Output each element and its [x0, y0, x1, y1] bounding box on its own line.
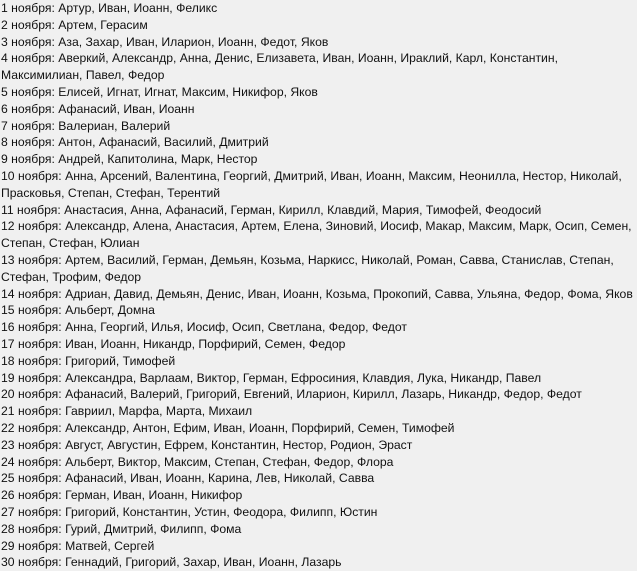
entry-date: 16 ноября: [1, 320, 59, 335]
entry-date: 26 ноября: [1, 488, 59, 503]
entry-date: 20 ноября: [1, 387, 59, 402]
entry-date: 4 ноября: [1, 51, 52, 66]
entry-names: Артур, Иван, Иоанн, Феликс: [58, 1, 218, 15]
entry-names: Август, Августин, Ефрем, Константин, Нестор, Родион, Эраст: [65, 437, 413, 452]
entry-names: Афанасий, Иван, Иоанн, Карина, Лев, Николай, Савва: [65, 471, 375, 486]
name-day-entry: 13 ноября: Артем, Василий, Герман, Демьян, Козьма, Наркисс, Николай, Роман, Савва, Станислав, Степан, Стефан, Трофим, Федор: [1, 252, 614, 284]
entry-date: 24 ноября: [1, 454, 59, 469]
entry-names: Адриан, Давид, Демьян, Денис, Иван, Иоанн, Козьма, Прокопий, Савва, Ульяна, Федор, Фома, Яков: [65, 286, 633, 301]
name-day-entry: 1 ноября: Артур, Иван, Иоанн, Феликс: [1, 1, 218, 15]
name-day-entry: 18 ноября: Григорий, Тимофей: [1, 353, 176, 368]
entry-names: Анастасия, Анна, Афанасий, Герман, Кирилл, Клавдий, Мария, Тимофей, Феодосий: [64, 202, 542, 217]
name-day-entry: 29 ноября: Матвей, Сергей: [1, 538, 155, 553]
entry-date: 7 ноября: [1, 118, 52, 133]
name-day-entry: 4 ноября: Аверкий, Александр, Анна, Денис, Елизавета, Иван, Иоанн, Ираклий, Карл, Константин, Максимилиан, Павел, Федор: [1, 51, 558, 83]
entry-date: 21 ноября: [1, 404, 59, 419]
entry-date: 10 ноября: [1, 168, 59, 183]
entry-names: Григорий, Константин, Устин, Феодора, Филипп, Юстин: [65, 504, 378, 519]
entry-date: 9 ноября: [1, 152, 52, 167]
name-day-entry: 28 ноября: Гурий, Дмитрий, Филипп, Фома: [1, 521, 242, 536]
name-day-entry: 26 ноября: Герман, Иван, Иоанн, Никифор: [1, 488, 243, 503]
entry-date: 2 ноября: [1, 17, 52, 32]
name-day-entry: 20 ноября: Афанасий, Валерий, Григорий, Евгений, Иларион, Кирилл, Лазарь, Никандр, Федор, Федот: [1, 387, 582, 402]
entry-date: 8 ноября: [1, 135, 52, 150]
entry-date: 18 ноября: [1, 353, 59, 368]
entry-date: 5 ноября: [1, 84, 52, 99]
entry-names: Анна, Георгий, Илья, Иосиф, Осип, Светлана, Федор, Федот: [65, 320, 407, 335]
entry-date: 6 ноября: [1, 101, 52, 116]
name-day-entry: 8 ноября: Антон, Афанасий, Василий, Дмитрий: [1, 135, 269, 150]
entry-date: 1 ноября: [1, 1, 52, 15]
name-day-entry: 27 ноября: Григорий, Константин, Устин, Феодора, Филипп, Юстин: [1, 504, 378, 519]
entry-names: Елисей, Игнат, Игнат, Максим, Никифор, Яков: [58, 84, 318, 99]
entry-names: Аза, Захар, Иван, Иларион, Иоанн, Федот, Яков: [58, 34, 329, 49]
entry-date: 30 ноября: [1, 555, 59, 570]
entry-names: Гавриил, Марфа, Марта, Михаил: [65, 404, 253, 419]
entry-date: 15 ноября: [1, 303, 59, 318]
entry-names: Валериан, Валерий: [58, 118, 171, 133]
entry-names: Артем, Герасим: [58, 17, 148, 32]
entry-names: Альберт, Домна: [65, 303, 155, 318]
name-day-entry: 12 ноября: Александр, Алена, Анастасия, Артем, Елена, Зиновий, Иосиф, Макар, Максим, Марк, Осип, Семен, Степан, Стефан, Юлиан: [1, 219, 632, 251]
name-day-entry: 19 ноября: Александра, Варлаам, Виктор, Герман, Ефросиния, Клавдия, Лука, Никандр, Павел: [1, 370, 542, 385]
entry-date: 11 ноября: [1, 202, 58, 217]
name-day-entry: 25 ноября: Афанасий, Иван, Иоанн, Карина, Лев, Николай, Савва: [1, 471, 375, 486]
entry-date: 17 ноября: [1, 336, 59, 351]
entry-date: 3 ноября: [1, 34, 52, 49]
entry-names: Александра, Варлаам, Виктор, Герман, Ефросиния, Клавдия, Лука, Никандр, Павел: [65, 370, 542, 385]
entry-names: Геннадий, Григорий, Захар, Иван, Иоанн, Лазарь: [65, 555, 342, 570]
entry-date: 29 ноября: [1, 538, 59, 553]
entry-names: Гурий, Дмитрий, Филипп, Фома: [65, 521, 242, 536]
entry-date: 13 ноября: [1, 252, 59, 267]
name-day-entry: 21 ноября: Гавриил, Марфа, Марта, Михаил: [1, 404, 253, 419]
name-day-entry: 6 ноября: Афанасий, Иван, Иоанн: [1, 101, 195, 116]
entry-names: Артем, Василий, Герман, Демьян, Козьма, Наркисс, Николай, Роман, Савва, Станислав, Степан, Стефан, Трофим, Федор: [1, 252, 614, 284]
name-day-entry: 30 ноября: Геннадий, Григорий, Захар, Иван, Иоанн, Лазарь: [1, 555, 342, 570]
entry-names: Григорий, Тимофей: [65, 353, 176, 368]
name-day-entry: 23 ноября: Август, Августин, Ефрем, Константин, Нестор, Родион, Эраст: [1, 437, 413, 452]
entry-names: Афанасий, Иван, Иоанн: [58, 101, 195, 116]
entry-date: 12 ноября: [1, 219, 59, 234]
entry-date: 25 ноября: [1, 471, 59, 486]
name-day-entry: 22 ноября: Александр, Антон, Ефим, Иван, Иоанн, Порфирий, Семен, Тимофей: [1, 420, 455, 435]
name-day-entry: 14 ноября: Адриан, Давид, Демьян, Денис, Иван, Иоанн, Козьма, Прокопий, Савва, Ульяна, Федор, Фома, Яков: [1, 286, 633, 301]
entry-date: 23 ноября: [1, 437, 59, 452]
entry-names: Аверкий, Александр, Анна, Денис, Елизавета, Иван, Иоанн, Ираклий, Карл, Константин, Максимилиан, Павел, Федор: [1, 51, 558, 83]
entry-names: Александр, Антон, Ефим, Иван, Иоанн, Порфирий, Семен, Тимофей: [65, 420, 455, 435]
entry-date: 27 ноября: [1, 504, 59, 519]
entry-date: 22 ноября: [1, 420, 59, 435]
name-day-entry: 11 ноября: Анастасия, Анна, Афанасий, Герман, Кирилл, Клавдий, Мария, Тимофей, Феодосий: [1, 202, 542, 217]
name-day-entry: 9 ноября: Андрей, Капитолина, Марк, Нестор: [1, 152, 258, 167]
name-day-entry: 5 ноября: Елисей, Игнат, Игнат, Максим, Никифор, Яков: [1, 84, 318, 99]
name-day-entry: 10 ноября: Анна, Арсений, Валентина, Георгий, Дмитрий, Иван, Иоанн, Максим, Неонилла, Нестор, Николай, Прасковья, Степан, Стефан, Терентий: [1, 168, 622, 200]
name-day-entry: 24 ноября: Альберт, Виктор, Максим, Степан, Стефан, Федор, Флора: [1, 454, 394, 469]
entry-names: Матвей, Сергей: [65, 538, 155, 553]
entry-date: 19 ноября: [1, 370, 59, 385]
name-day-entry: 3 ноября: Аза, Захар, Иван, Иларион, Иоанн, Федот, Яков: [1, 34, 329, 49]
entry-names: Альберт, Виктор, Максим, Степан, Стефан, Федор, Флора: [65, 454, 394, 469]
entry-names: Афанасий, Валерий, Григорий, Евгений, Иларион, Кирилл, Лазарь, Никандр, Федор, Федот: [65, 387, 582, 402]
entry-names: Александр, Алена, Анастасия, Артем, Елена, Зиновий, Иосиф, Макар, Максим, Марк, Осип, Семен, Степан, Стефан, Юлиан: [1, 219, 632, 251]
name-day-entry: 15 ноября: Альберт, Домна: [1, 303, 155, 318]
entry-names: Иван, Иоанн, Никандр, Порфирий, Семен, Федор: [65, 336, 346, 351]
entry-date: 14 ноября: [1, 286, 59, 301]
entry-names: Антон, Афанасий, Василий, Дмитрий: [58, 135, 269, 150]
name-day-entry: 17 ноября: Иван, Иоанн, Никандр, Порфирий, Семен, Федор: [1, 336, 346, 351]
name-day-entry: 2 ноября: Артем, Герасим: [1, 17, 148, 32]
entry-names: Андрей, Капитолина, Марк, Нестор: [58, 152, 258, 167]
name-day-entry: 16 ноября: Анна, Георгий, Илья, Иосиф, Осип, Светлана, Федор, Федот: [1, 320, 407, 335]
entry-date: 28 ноября: [1, 521, 59, 536]
entry-names: Анна, Арсений, Валентина, Георгий, Дмитрий, Иван, Иоанн, Максим, Неонилла, Нестор, Николай, Прасковья, Степан, Стефан, Терентий: [1, 168, 622, 200]
name-day-entry: 7 ноября: Валериан, Валерий: [1, 118, 171, 133]
entry-names: Герман, Иван, Иоанн, Никифор: [65, 488, 243, 503]
